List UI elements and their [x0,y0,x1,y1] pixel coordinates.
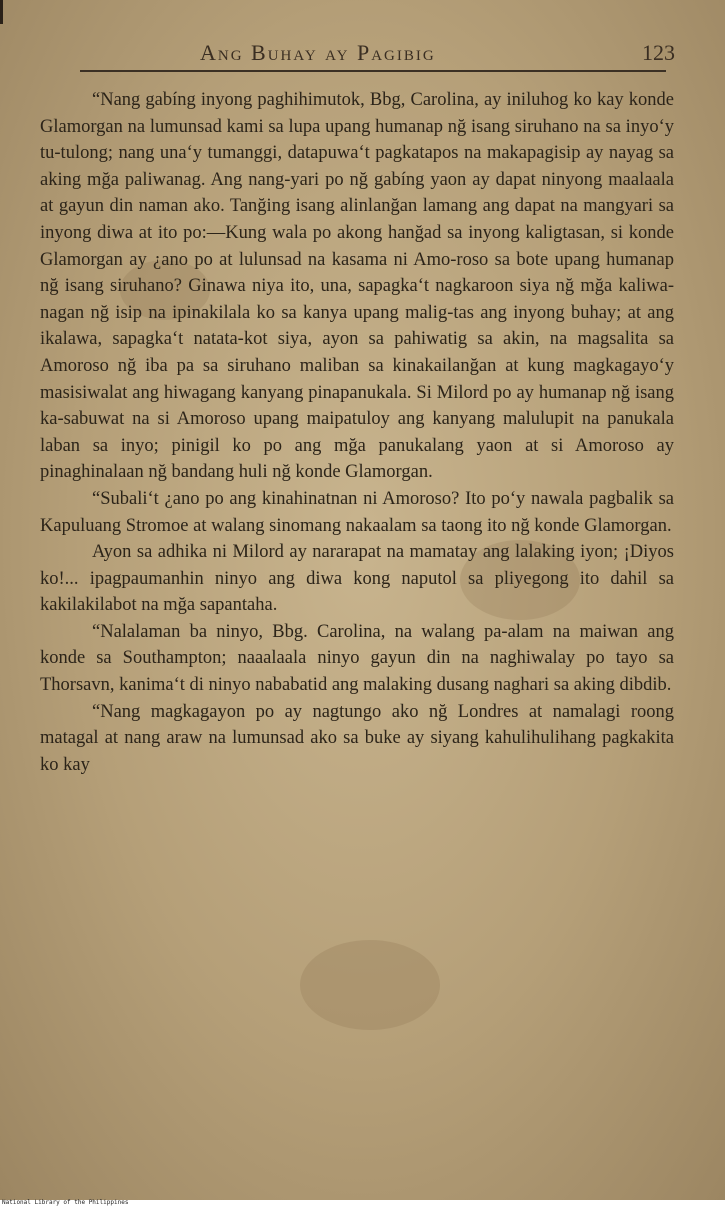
paragraph: “Nalalaman ba ninyo, Bbg. Carolina, na walang pa-alam na maiwan ang konde sa Southampton; naaalaala ninyo gayun din na naghiwalay po tayo sa Thorsavn, kanima‘t di ninyo nababatid ang malaking dusang naghari sa aking dibdib. [40,621,674,696]
page-header [0,36,725,72]
header-rule [80,70,666,72]
paragraph: “Subali‘t ¿ano po ang kinahinatnan ni Amoroso? Ito po‘y nawala pagbalik sa Kapuluang Stromoe at walang sinomang nakaalam sa taong ito nğ konde Glamorgan. [40,488,674,536]
page-edge-mark [0,0,3,24]
library-credit: National Library of the Philippines [2,1199,129,1206]
paragraph: “Nang gabíng inyong paghihimutok, Bbg, Carolina, ay iniluhog ko kay konde Glamorgan na lumunsad kami sa lupa upang humanap nğ isang siruhano na sa inyo‘y tu-tulong; nang una‘y tumanggi, datapuwa‘t pagkatapos na makapagisip ay nayag sa aking mğa paliwanag. Ang nang-yari po nğ gabíng yaon ay dapat ninyong maalaala at gayun din naman ako. Tanğing isang alinlanğan lamang ang dapat na mangyari sa inyong diwa at ito po:—Kung wala po akong hanğad sa inyong kaligtasan, si konde Glamorgan ay ¿ano po at lulunsad na kasama ni Amo-roso sa bote upang humanap nğ isang siruhano? Ginawa niya ito, una, sapagka‘t nagkaroon siya nğ mğa kaliwa-nagan nğ isip na ipinakilala ko sa kanya upang malig-tas ang inyong buhay; at ang ikalawa, sapagka‘t natata-kot siya, ayon sa pahiwatig sa akin, na magsalita sa Amoroso nğ iba pa sa siruhano maliban sa kinakailanğan at kung magkagayo‘y masisiwalat ang hiwagang kanyang pinapanukala. Si Milord po ay humanap nğ isang ka-sabuwat na si Amoroso upang maipatuloy ang kanyang malulupit na panukala laban sa inyo; pinigil ko po ang mğa panukalang yaon at si Amoroso ay pinaghinalaan nğ bandang huli nğ konde Glamorgan. [40,90,674,483]
footer-strip [0,1200,725,1208]
paper-stain [300,940,440,1030]
paragraph: “Nang magkagayon po ay nagtungo ako nğ Londres at namalagi roong matagal at nang araw na lumunsad ako sa buke ay siyang kahulihulihang pagkakita ko kay [40,701,674,775]
paragraph: Ayon sa adhika ni Milord ay nararapat na mamatay ang lalaking iyon; ¡Diyos ko!... ipagpaumanhin ninyo ang diwa kong naputol sa pliyegong ito dahil sa kakilakilabot na mğa sapantaha. [40,542,674,616]
body-text [40,87,674,778]
page-number: 123 [642,40,675,65]
running-title: Ang Buhay ay Pagibig [200,40,436,65]
